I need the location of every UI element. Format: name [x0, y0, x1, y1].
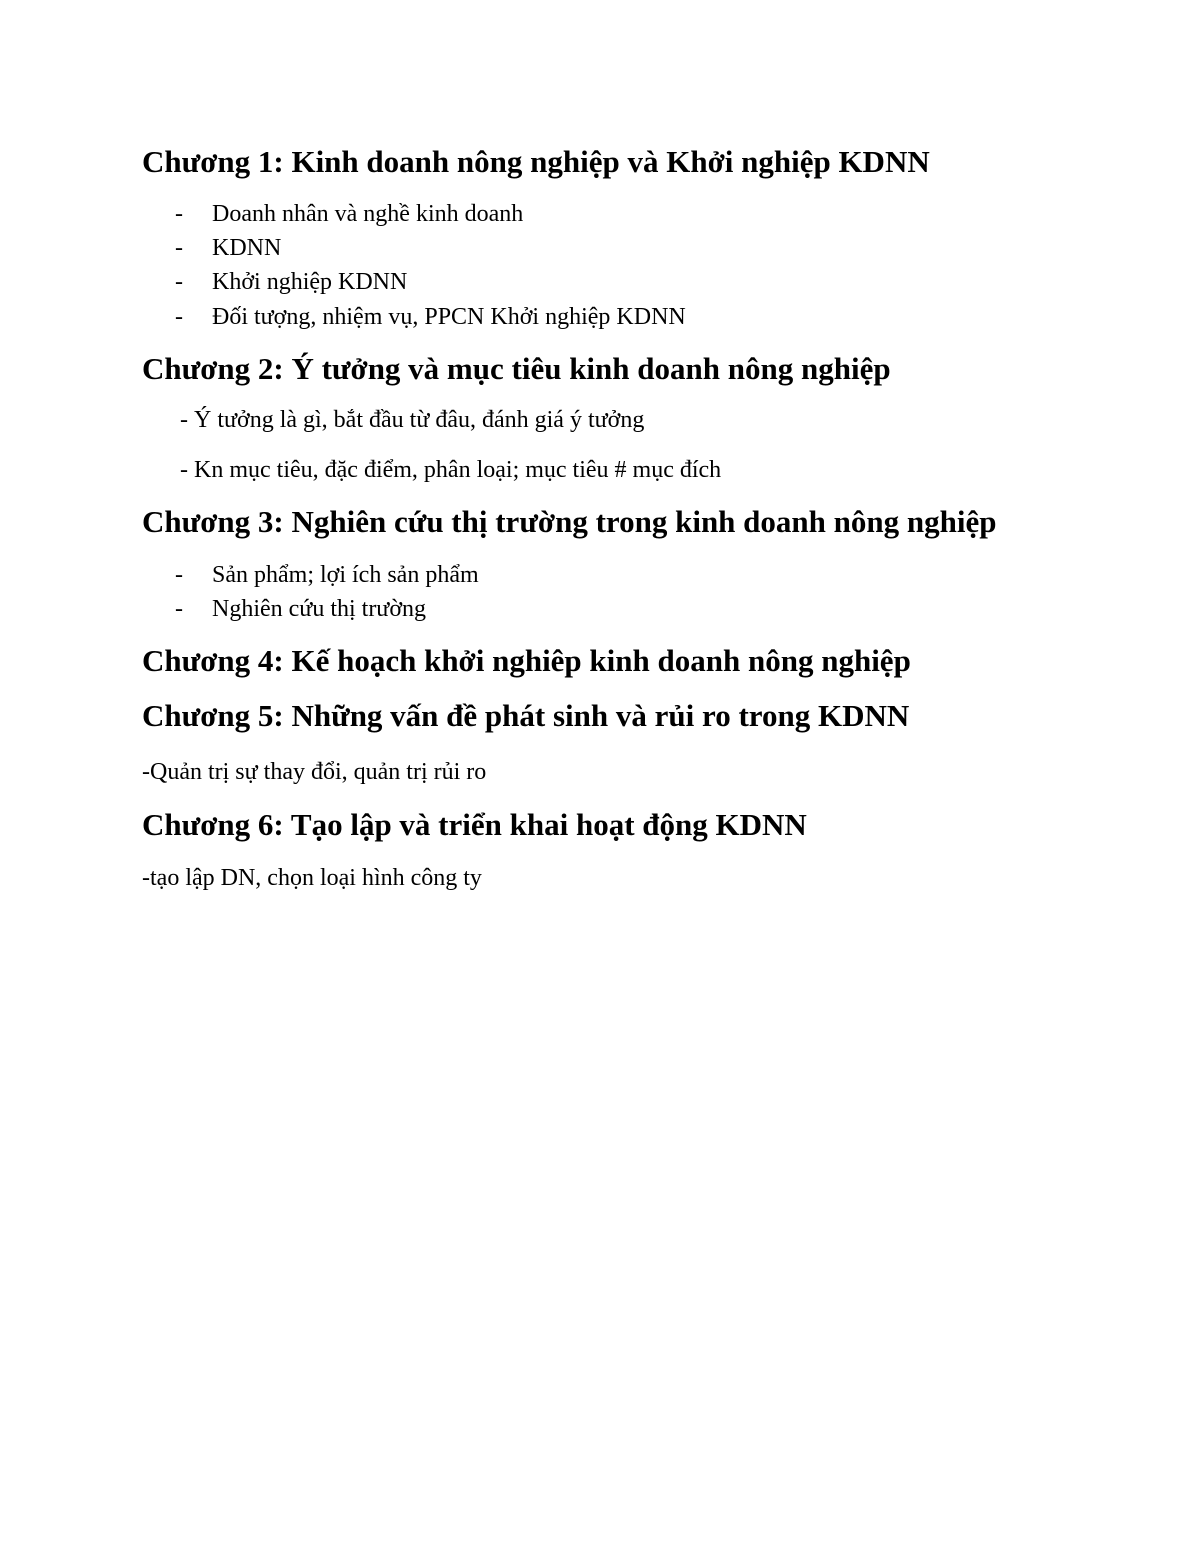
chapter-4-title: Chương 4: Kế hoạch khởi nghiêp kinh doanh nông nghiệp: [142, 643, 911, 678]
chapter-2-item-1: - Ý tưởng là gì, bắt đầu từ đâu, đánh giá ý tưởng: [180, 407, 645, 433]
bullet-dash: -: [175, 269, 183, 295]
chapter-5-title: Chương 5: Những vấn đề phát sinh và rủi ro trong KDNN: [142, 698, 910, 733]
chapter-5-item-1: -Quản trị sự thay đổi, quản trị rủi ro: [142, 759, 487, 785]
bullet-dash: -: [175, 562, 183, 588]
bullet-dash: -: [175, 201, 183, 227]
chapter-6-item-1: -tạo lập DN, chọn loại hình công ty: [142, 865, 482, 891]
bullet-dash: -: [175, 235, 183, 261]
chapter-1-item-2: KDNN: [212, 235, 282, 261]
chapter-1-item-3: Khởi nghiệp KDNN: [212, 269, 408, 295]
bullet-dash: -: [175, 596, 183, 622]
bullet-dash: -: [175, 304, 183, 330]
chapter-1-item-1: Doanh nhân và nghề kinh doanh: [212, 201, 524, 227]
chapter-3-item-1: Sản phẩm; lợi ích sản phẩm: [212, 562, 479, 588]
chapter-3-item-2: Nghiên cứu thị trường: [212, 596, 427, 622]
chapter-2-title: Chương 2: Ý tưởng và mục tiêu kinh doanh nông nghiệp: [142, 351, 891, 386]
chapter-1-title: Chương 1: Kinh doanh nông nghiệp và Khởi nghiệp KDNN: [142, 144, 930, 179]
chapter-6-title: Chương 6: Tạo lập và triển khai hoạt động KDNN: [142, 807, 807, 842]
chapter-1-item-4: Đối tượng, nhiệm vụ, PPCN Khởi nghiệp KDNN: [212, 304, 686, 330]
chapter-2-item-2: - Kn mục tiêu, đặc điểm, phân loại; mục tiêu # mục đích: [180, 457, 722, 483]
chapter-3-title: Chương 3: Nghiên cứu thị trường trong kinh doanh nông nghiệp: [142, 504, 997, 539]
